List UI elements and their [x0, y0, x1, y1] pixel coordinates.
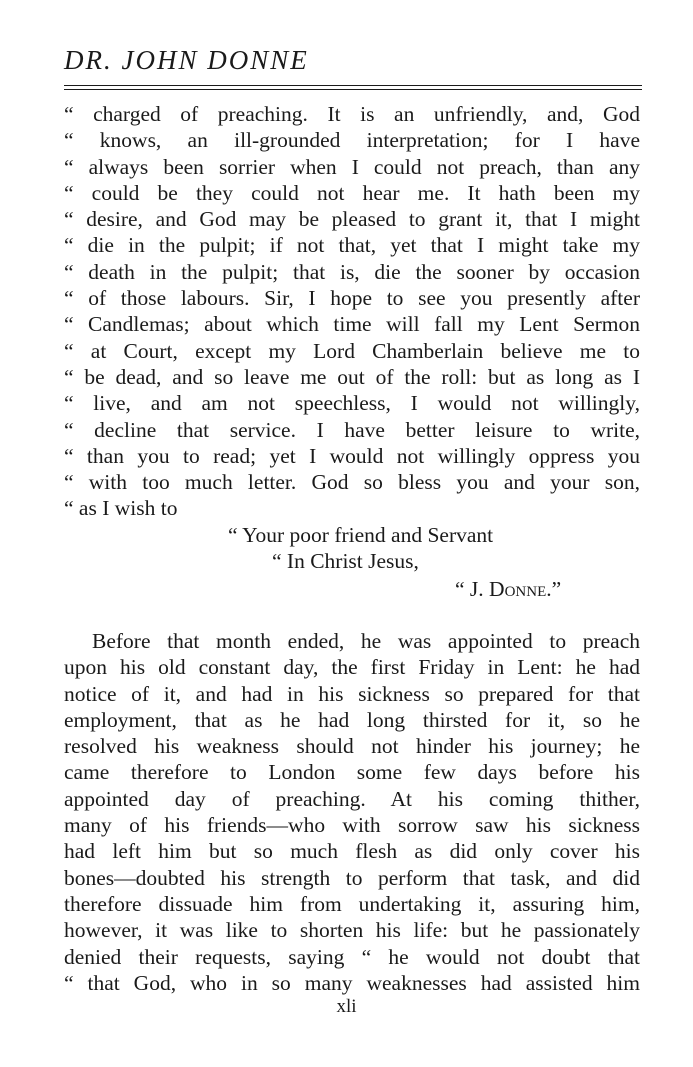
body-line: “ that God, who in so many weaknesses had assisted him — [64, 970, 640, 995]
letter-line: “ be dead, and so leave me out of the roll: but as long as I — [64, 364, 640, 389]
body-line: many of his friends—who with sorrow saw his sickness — [64, 813, 640, 838]
letter-line: “ as I wish to — [64, 496, 178, 521]
body-line: upon his old constant day, the first Friday in Lent: he had — [64, 655, 640, 680]
letter-line: “ with too much letter. God so bless you and your son, — [64, 470, 640, 495]
letter-signature — [455, 576, 561, 603]
letter-line: “ of those labours. Sir, I hope to see you presently after — [64, 286, 640, 311]
letter-line: “ decline that service. I have better leisure to write, — [64, 417, 640, 442]
letter-line: “ than you to read; yet I would not willingly oppress you — [64, 443, 640, 468]
body-paragraph — [64, 628, 640, 996]
letter-closing-line-1: “ Your poor friend and Servant — [228, 523, 494, 547]
letter-line: “ charged of preaching. It is an unfriendly, and, God — [64, 102, 640, 126]
body-line: denied their requests, saying “ he would not doubt that — [64, 944, 640, 969]
header-rule-bottom — [64, 89, 642, 90]
letter-line: “ Candlemas; about which time will fall my Lent Sermon — [64, 312, 640, 337]
body-line: had left him but so much flesh as did only cover his — [64, 839, 640, 864]
running-header: DR. JOHN DONNE — [64, 45, 309, 75]
letter-line: “ live, and am not speechless, I would not willingly, — [64, 391, 640, 416]
body-line: Before that month ended, he was appointed to preach — [92, 629, 640, 653]
body-line: employment, that as he had long thirsted for it, so he — [64, 707, 640, 732]
page-number: xli — [336, 996, 357, 1017]
body-line: appointed day of preaching. At his coming thither, — [64, 786, 640, 811]
letter-line: “ always been sorrier when I could not preach, than any — [64, 154, 640, 179]
body-line: however, it was like to shorten his life: but he passionately — [64, 918, 640, 943]
letter-line: “ desire, and God may be pleased to grant it, that I might — [64, 207, 640, 232]
body-line: bones—doubted his strength to perform that task, and did — [64, 865, 640, 890]
header-rule-top — [64, 85, 642, 86]
letter-line: “ death in the pulpit; that is, die the sooner by occasion — [64, 259, 640, 284]
signature-prefix: “ J. — [455, 577, 490, 601]
body-line: resolved his weakness should not hinder his journey; he — [64, 734, 640, 759]
letter-quotation — [64, 101, 640, 522]
body-line: notice of it, and had in his sickness so prepared for that — [64, 681, 640, 706]
letter-line: “ knows, an ill-grounded interpretation; for I have — [64, 128, 640, 153]
letter-line: “ die in the pulpit; if not that, yet that I might take my — [64, 233, 640, 258]
letter-line: “ at Court, except my Lord Chamberlain believe me to — [64, 338, 640, 363]
letter-line: “ could be they could not hear me. It hath been my — [64, 180, 640, 205]
signature-name: Donne.” — [489, 577, 562, 601]
body-line: therefore dissuade him from undertaking it, assuring him, — [64, 891, 640, 916]
letter-closing-line-2: “ In Christ Jesus, — [272, 549, 419, 573]
body-line: came therefore to London some few days before his — [64, 760, 640, 785]
